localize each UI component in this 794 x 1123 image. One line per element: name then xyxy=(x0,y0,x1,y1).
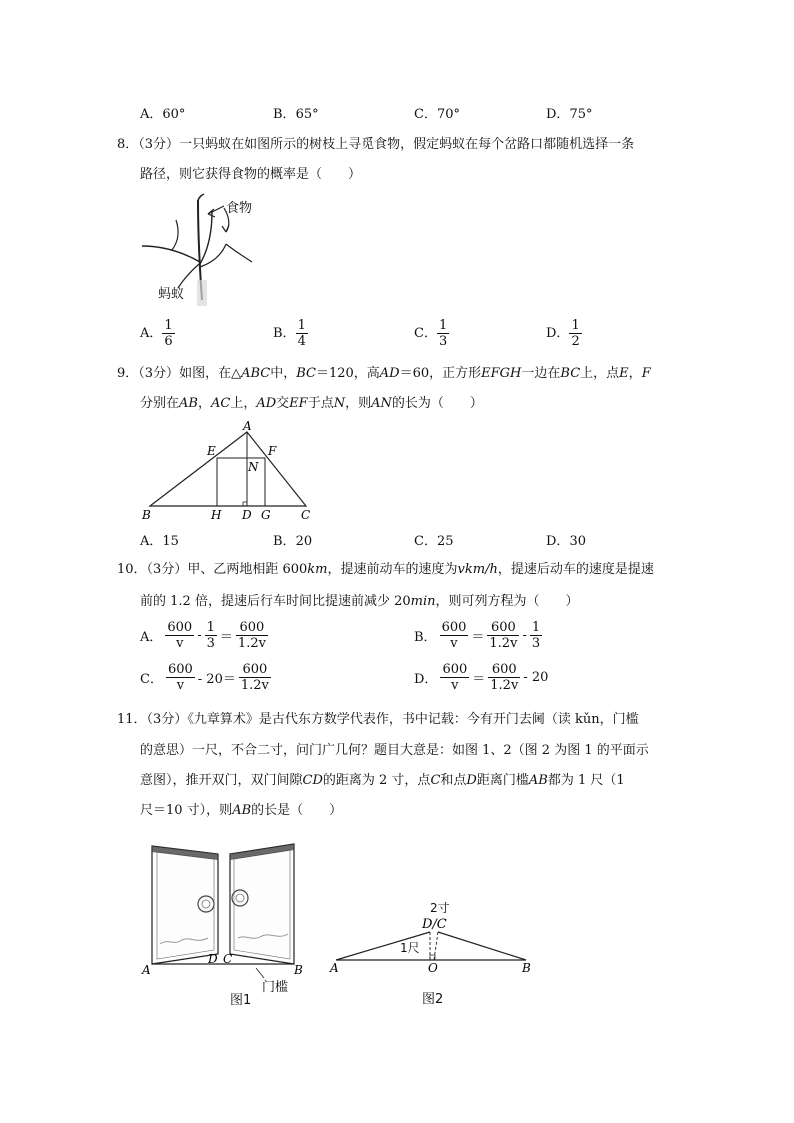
q7-option-c: C．70° xyxy=(414,107,460,122)
svg-text:B: B xyxy=(522,961,531,975)
q10-line1: 10．（3分）甲、乙两地相距 600km，提速前动车的速度为vkm/h，提速后动车的速度是提速 xyxy=(117,562,654,577)
svg-text:C: C xyxy=(301,508,311,522)
q8-ant-label: 蚂蚁 xyxy=(158,287,185,302)
svg-text:F: F xyxy=(268,444,277,458)
q8-option-c: C． $\frac{1}{3}$ xyxy=(414,318,448,349)
q7-option-a: A．60° xyxy=(140,107,186,122)
svg-text:D/C: D/C xyxy=(422,917,447,932)
q11-door-figure-1 xyxy=(138,832,318,1012)
svg-text:2寸: 2寸 xyxy=(430,901,450,915)
q9-line1: 9．（3分）如图，在△ABC中，BC＝120，高AD＝60，正方形EFGH一边在BC上，点E，F xyxy=(117,366,651,381)
q11-line1: 11．（3分）《九章算术》是古代东方数学代表作，书中记载：今有开门去阃（读 kǔn，门槛 xyxy=(117,712,639,727)
q7-option-d: D．75° xyxy=(546,107,593,122)
svg-text:A: A xyxy=(330,961,339,975)
q7-option-b: B．65° xyxy=(273,107,319,122)
svg-text:B: B xyxy=(294,963,303,977)
svg-text:C: C xyxy=(223,952,233,966)
svg-text:E: E xyxy=(207,444,216,458)
q11-line2: 的意思）一尺，不合二寸，问门广几何？题目大意是：如图 1、2（图 2 为图 1 的平面示 xyxy=(140,743,649,758)
q8-food-label: 食物 xyxy=(226,201,253,216)
svg-text:H: H xyxy=(211,508,222,522)
q9-triangle-figure xyxy=(138,418,318,524)
q9-option-b: B．20 xyxy=(273,534,313,549)
q11-line4: 尺＝10 寸），则AB的长是（ ） xyxy=(140,803,343,818)
q8-option-d: D． $\frac{1}{2}$ xyxy=(546,318,580,349)
q8-option-a: A． $\frac{1}{6}$ xyxy=(140,318,173,349)
q8-line1: 8．（3分）一只蚂蚁在如图所示的树枝上寻觅食物，假定蚂蚁在每个岔路口都随机选择一条 xyxy=(117,137,635,152)
svg-text:D: D xyxy=(242,508,252,522)
q9-option-a: A．15 xyxy=(140,534,179,549)
svg-text:图2: 图2 xyxy=(422,992,444,1007)
svg-text:G: G xyxy=(261,508,271,522)
svg-text:门槛: 门槛 xyxy=(262,980,289,995)
q11-plan-figure-2 xyxy=(326,896,546,1012)
svg-text:O: O xyxy=(428,961,438,975)
q9-option-d: D．30 xyxy=(546,534,586,549)
q11-line3: 意图），推开双门，双门间隙CD的距离为 2 寸，点C和点D距离门槛AB都为 1 尺（1 xyxy=(140,773,625,788)
q8-tree-figure xyxy=(138,192,266,310)
svg-text:图1: 图1 xyxy=(230,993,252,1008)
q8-option-b: B． $\frac{1}{4}$ xyxy=(273,318,306,349)
svg-text:B: B xyxy=(142,508,151,522)
svg-text:D: D xyxy=(208,952,218,966)
svg-text:A: A xyxy=(142,963,151,977)
q10-option-c: C． $\frac{600}{v}$ - 20＝ $\frac{600}{1.2v}$ xyxy=(140,662,269,693)
q10-line2: 前的 1.2 倍，提速后行车时间比提速前减少 20min，则可列方程为（ ） xyxy=(140,594,579,609)
q9-line2: 分别在AB，AC上，AD交EF于点N，则AN的长为（ ） xyxy=(140,396,483,411)
svg-text:1尺: 1尺 xyxy=(400,941,420,955)
q10-option-d: D． $\frac{600}{v}$ ＝ $\frac{600}{1.2v}$ - 20 xyxy=(414,662,549,693)
q9-option-c: C．25 xyxy=(414,534,454,549)
svg-text:N: N xyxy=(248,460,259,474)
q8-line2: 路径，则它获得食物的概率是（ ） xyxy=(140,167,362,182)
q10-option-b: B． $\frac{600}{v}$ ＝ $\frac{600}{1.2v}$ - $\frac{1}{3}$ xyxy=(414,620,541,651)
svg-text:A: A xyxy=(243,419,252,433)
q10-option-a: A． $\frac{600}{v}$ - $\frac{1}{3}$ ＝ $\frac{600}{1.2v}$ xyxy=(140,620,266,651)
